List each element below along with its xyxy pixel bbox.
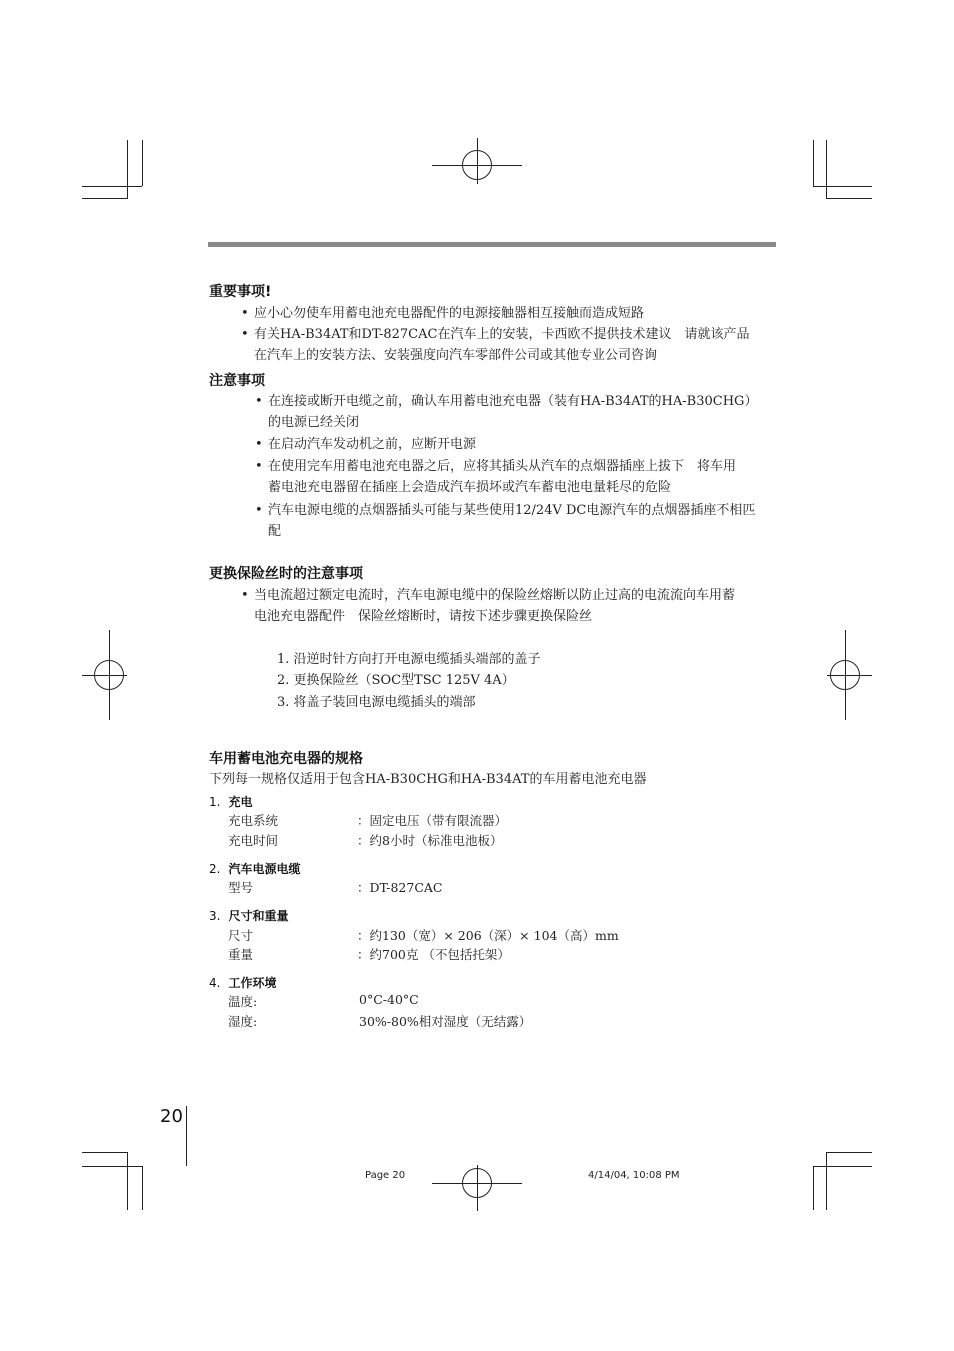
spec-label: 温度: bbox=[228, 994, 258, 1009]
caution-bullet-1-line-2: 的电源已经关闭 bbox=[268, 415, 360, 430]
crop-mark bbox=[82, 198, 128, 199]
crop-mark bbox=[142, 140, 143, 186]
crop-mark bbox=[813, 1166, 814, 1210]
crop-mark bbox=[826, 1152, 827, 1210]
important-bullet-1: 应小心勿使车用蓄电池充电器配件的电源接触器相互接触而造成短路 bbox=[254, 306, 645, 321]
caution-bullet-1-line-1: 在连接或断开电缆之前，确认车用蓄电池充电器（装有HA-B34AT的HA-B30CHG） bbox=[268, 394, 758, 409]
spec-label: 湿度: bbox=[228, 1014, 258, 1029]
header-rule bbox=[208, 242, 776, 247]
bullet-dot: • bbox=[255, 437, 263, 452]
fuse-bullet-1-line-1: 当电流超过额定电流时，汽车电源电缆中的保险丝熔断以防止过高的电流流向车用蓄 bbox=[254, 588, 736, 603]
bullet-dot: • bbox=[255, 459, 263, 474]
caution-bullet-3-line-1: 在使用完车用蓄电池充电器之后，应将其插头从汽车的点烟器插座上拔下 将车用 bbox=[268, 459, 737, 474]
crop-mark bbox=[142, 1166, 143, 1210]
spec-label: 重量 bbox=[228, 947, 254, 962]
spec-label: 充电系统 bbox=[228, 813, 279, 828]
section-title-fuse: 更换保险丝时的注意事项 bbox=[209, 566, 363, 582]
important-bullet-2-line-1: 有关HA-B34AT和DT-827CAC在汽车上的安装，卡西欧不提供技术建议 请就该产品 bbox=[254, 327, 750, 342]
spec-value: 30%-80%相对湿度（无结露） bbox=[359, 1014, 532, 1029]
caution-bullet-2: 在启动汽车发动机之前，应断开电源 bbox=[268, 437, 477, 452]
fuse-bullet-1-line-2: 电池充电器配件 保险丝熔断时，请按下述步骤更换保险丝 bbox=[254, 609, 593, 624]
crop-mark bbox=[813, 1166, 872, 1167]
crop-mark bbox=[826, 1152, 872, 1153]
crop-mark bbox=[813, 186, 872, 187]
spec-label: 型号 bbox=[228, 880, 254, 895]
caution-bullet-4-line-1: 汽车电源电缆的点烟器插头可能与某些使用12/24V DC电源汽车的点烟器插座不相匹 bbox=[268, 503, 756, 518]
bullet-dot: • bbox=[255, 503, 263, 518]
spec-group-title: 1. 充电 bbox=[209, 795, 253, 809]
caution-bullet-3-line-2: 蓄电池充电器留在插座上会造成汽车损坏或汽车蓄电池电量耗尽的危险 bbox=[268, 480, 672, 495]
crop-mark bbox=[82, 1152, 128, 1153]
page-number: 20 bbox=[160, 1106, 183, 1127]
bullet-dot: • bbox=[241, 588, 249, 603]
important-bullet-2-line-2: 在汽车上的安装方法、安装强度向汽车零部件公司或其他专业公司咨询 bbox=[254, 348, 658, 363]
fuse-step-3: 3. 将盖子装回电源电缆插头的端部 bbox=[277, 695, 476, 710]
crop-mark bbox=[82, 1166, 142, 1167]
crop-mark bbox=[826, 198, 872, 199]
footer-timestamp: 4/14/04, 10:08 PM bbox=[588, 1170, 680, 1181]
page-number-rule bbox=[186, 1106, 187, 1166]
fuse-step-2: 2. 更换保险丝（SOC型TSC 125V 4A） bbox=[277, 673, 515, 688]
bullet-dot: • bbox=[255, 394, 263, 409]
spec-value: ：约700克 （不包括托架） bbox=[357, 947, 510, 962]
caution-bullet-4-line-2: 配 bbox=[268, 524, 282, 539]
spec-value: ：DT-827CAC bbox=[357, 880, 443, 895]
crop-mark bbox=[82, 186, 142, 187]
crop-mark bbox=[127, 1152, 128, 1210]
bullet-dot: • bbox=[241, 306, 249, 321]
section-title-caution: 注意事项 bbox=[209, 373, 265, 389]
footer-page-label: Page 20 bbox=[365, 1170, 406, 1181]
crop-mark bbox=[826, 140, 827, 198]
fuse-step-1: 1. 沿逆时针方向打开电源电缆插头端部的盖子 bbox=[277, 652, 541, 667]
spec-group-title: 2. 汽车电源电缆 bbox=[209, 862, 301, 876]
crop-mark bbox=[813, 140, 814, 186]
spec-label: 尺寸 bbox=[228, 928, 254, 943]
section-title-important: 重要事项! bbox=[209, 284, 272, 300]
spec-group-title: 4. 工作环境 bbox=[209, 976, 277, 990]
spec-value: ：约130（宽）× 206（深）× 104（高）mm bbox=[357, 928, 619, 943]
crop-mark bbox=[127, 140, 128, 198]
section-title-specs: 车用蓄电池充电器的规格 bbox=[209, 751, 363, 767]
spec-value: ：固定电压（带有限流器） bbox=[357, 813, 508, 828]
spec-value: ：约8小时（标准电池板） bbox=[357, 833, 503, 848]
spec-value: 0°C-40°C bbox=[359, 992, 419, 1007]
bullet-dot: • bbox=[241, 327, 249, 342]
spec-group-title: 3. 尺寸和重量 bbox=[209, 909, 289, 923]
specs-intro: 下列每一规格仅适用于包含HA-B30CHG和HA-B34AT的车用蓄电池充电器 bbox=[209, 772, 647, 787]
spec-label: 充电时间 bbox=[228, 833, 279, 848]
